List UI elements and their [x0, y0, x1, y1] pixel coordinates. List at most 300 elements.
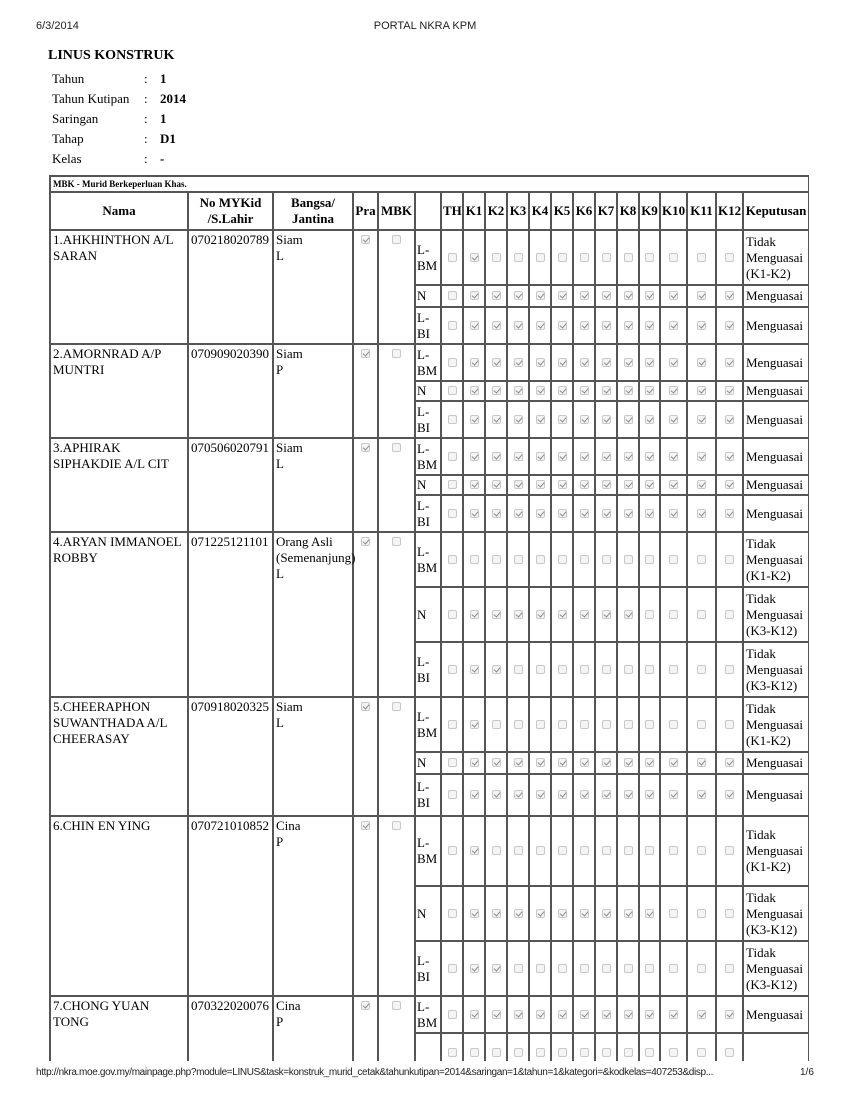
- th-checkbox[interactable]: [448, 415, 457, 424]
- k10-checkbox[interactable]: [669, 758, 678, 767]
- k4-checkbox[interactable]: [536, 480, 545, 489]
- k2-checkbox[interactable]: [492, 253, 501, 262]
- k7-checkbox[interactable]: [602, 253, 611, 262]
- k10-checkbox[interactable]: [669, 415, 678, 424]
- k8-checkbox[interactable]: [624, 964, 633, 973]
- k8-checkbox[interactable]: [624, 1048, 633, 1057]
- k6-checkbox[interactable]: [580, 909, 589, 918]
- mbk-checkbox[interactable]: [392, 1001, 401, 1010]
- mbk-cell: [378, 438, 415, 532]
- k10-cell: [660, 642, 687, 697]
- k12-checkbox[interactable]: [725, 386, 734, 395]
- k8-checkbox[interactable]: [624, 321, 633, 330]
- k3-checkbox[interactable]: [514, 555, 523, 564]
- k9-checkbox[interactable]: [645, 555, 654, 564]
- k7-checkbox[interactable]: [602, 758, 611, 767]
- k11-checkbox[interactable]: [697, 415, 706, 424]
- k9-checkbox[interactable]: [645, 291, 654, 300]
- k9-checkbox[interactable]: [645, 610, 654, 619]
- k6-checkbox[interactable]: [580, 509, 589, 518]
- k11-checkbox[interactable]: [697, 452, 706, 461]
- k9-checkbox[interactable]: [645, 509, 654, 518]
- k3-checkbox[interactable]: [514, 321, 523, 330]
- k11-checkbox[interactable]: [697, 321, 706, 330]
- k2-checkbox[interactable]: [492, 555, 501, 564]
- k10-checkbox[interactable]: [669, 790, 678, 799]
- k11-checkbox[interactable]: [697, 610, 706, 619]
- k10-checkbox[interactable]: [669, 909, 678, 918]
- k6-checkbox[interactable]: [580, 321, 589, 330]
- k10-checkbox[interactable]: [669, 291, 678, 300]
- k10-checkbox[interactable]: [669, 1010, 678, 1019]
- k7-checkbox[interactable]: [602, 610, 611, 619]
- k7-checkbox[interactable]: [602, 909, 611, 918]
- student-name: 7.CHONG YUAN TONG: [50, 996, 188, 1061]
- k5-checkbox[interactable]: [558, 758, 567, 767]
- k4-checkbox[interactable]: [536, 909, 545, 918]
- pra-checkbox[interactable]: [361, 1001, 370, 1010]
- subject-label: [415, 1033, 441, 1061]
- k7-checkbox[interactable]: [602, 846, 611, 855]
- k4-checkbox[interactable]: [536, 358, 545, 367]
- k5-checkbox[interactable]: [558, 321, 567, 330]
- k5-checkbox[interactable]: [558, 665, 567, 674]
- k7-checkbox[interactable]: [602, 452, 611, 461]
- k12-checkbox[interactable]: [725, 758, 734, 767]
- k11-checkbox[interactable]: [697, 253, 706, 262]
- k8-checkbox[interactable]: [624, 720, 633, 729]
- k6-checkbox[interactable]: [580, 1010, 589, 1019]
- k4-checkbox[interactable]: [536, 253, 545, 262]
- k1-checkbox[interactable]: [470, 253, 479, 262]
- k10-checkbox[interactable]: [669, 555, 678, 564]
- k9-checkbox[interactable]: [645, 1048, 654, 1057]
- k4-checkbox[interactable]: [536, 555, 545, 564]
- th-checkbox[interactable]: [448, 964, 457, 973]
- mbk-checkbox[interactable]: [392, 349, 401, 358]
- k5-cell: [551, 941, 573, 996]
- k7-checkbox[interactable]: [602, 1048, 611, 1057]
- k1-cell: [463, 401, 485, 438]
- k3-checkbox[interactable]: [514, 964, 523, 973]
- k8-checkbox[interactable]: [624, 846, 633, 855]
- k6-checkbox[interactable]: [580, 555, 589, 564]
- pra-checkbox[interactable]: [361, 537, 370, 546]
- k7-checkbox[interactable]: [602, 480, 611, 489]
- k6-checkbox[interactable]: [580, 253, 589, 262]
- k2-checkbox[interactable]: [492, 1010, 501, 1019]
- k2-checkbox[interactable]: [492, 480, 501, 489]
- k10-checkbox[interactable]: [669, 253, 678, 262]
- k7-checkbox[interactable]: [602, 386, 611, 395]
- k3-checkbox[interactable]: [514, 291, 523, 300]
- k2-checkbox[interactable]: [492, 321, 501, 330]
- th-checkbox[interactable]: [448, 386, 457, 395]
- k11-checkbox[interactable]: [697, 509, 706, 518]
- th-checkbox[interactable]: [448, 480, 457, 489]
- k5-checkbox[interactable]: [558, 790, 567, 799]
- k11-checkbox[interactable]: [697, 386, 706, 395]
- k5-checkbox[interactable]: [558, 610, 567, 619]
- k1-checkbox[interactable]: [470, 964, 479, 973]
- k4-checkbox[interactable]: [536, 415, 545, 424]
- k8-checkbox[interactable]: [624, 291, 633, 300]
- k1-checkbox[interactable]: [470, 610, 479, 619]
- k11-checkbox[interactable]: [697, 665, 706, 674]
- k9-checkbox[interactable]: [645, 386, 654, 395]
- k1-checkbox[interactable]: [470, 1048, 479, 1057]
- k10-checkbox[interactable]: [669, 386, 678, 395]
- k1-checkbox[interactable]: [470, 415, 479, 424]
- k11-checkbox[interactable]: [697, 964, 706, 973]
- k3-checkbox[interactable]: [514, 1048, 523, 1057]
- k3-checkbox[interactable]: [514, 253, 523, 262]
- k2-checkbox[interactable]: [492, 909, 501, 918]
- k8-checkbox[interactable]: [624, 665, 633, 674]
- k8-checkbox[interactable]: [624, 790, 633, 799]
- k1-checkbox[interactable]: [470, 386, 479, 395]
- k9-checkbox[interactable]: [645, 758, 654, 767]
- k5-checkbox[interactable]: [558, 555, 567, 564]
- k10-checkbox[interactable]: [669, 480, 678, 489]
- k5-checkbox[interactable]: [558, 964, 567, 973]
- th-checkbox[interactable]: [448, 790, 457, 799]
- th-checkbox[interactable]: [448, 758, 457, 767]
- k1-checkbox[interactable]: [470, 291, 479, 300]
- k2-checkbox[interactable]: [492, 665, 501, 674]
- k4-checkbox[interactable]: [536, 1048, 545, 1057]
- k6-checkbox[interactable]: [580, 452, 589, 461]
- k10-checkbox[interactable]: [669, 610, 678, 619]
- k3-checkbox[interactable]: [514, 790, 523, 799]
- k12-checkbox[interactable]: [725, 509, 734, 518]
- k12-checkbox[interactable]: [725, 610, 734, 619]
- k7-checkbox[interactable]: [602, 1010, 611, 1019]
- k10-checkbox[interactable]: [669, 321, 678, 330]
- k7-checkbox[interactable]: [602, 720, 611, 729]
- k4-checkbox[interactable]: [536, 291, 545, 300]
- k2-checkbox[interactable]: [492, 291, 501, 300]
- k11-checkbox[interactable]: [697, 1048, 706, 1057]
- k12-checkbox[interactable]: [725, 909, 734, 918]
- k7-checkbox[interactable]: [602, 964, 611, 973]
- k1-checkbox[interactable]: [470, 555, 479, 564]
- th-checkbox[interactable]: [448, 358, 457, 367]
- k3-checkbox[interactable]: [514, 509, 523, 518]
- k7-checkbox[interactable]: [602, 790, 611, 799]
- th-checkbox[interactable]: [448, 909, 457, 918]
- k2-checkbox[interactable]: [492, 846, 501, 855]
- col-k10: K10: [660, 192, 687, 230]
- k2-checkbox[interactable]: [492, 964, 501, 973]
- k9-checkbox[interactable]: [645, 790, 654, 799]
- k2-checkbox[interactable]: [492, 509, 501, 518]
- k12-checkbox[interactable]: [725, 665, 734, 674]
- pra-checkbox[interactable]: [361, 235, 370, 244]
- k6-checkbox[interactable]: [580, 480, 589, 489]
- k10-checkbox[interactable]: [669, 358, 678, 367]
- k7-checkbox[interactable]: [602, 291, 611, 300]
- pra-checkbox[interactable]: [361, 443, 370, 452]
- k2-checkbox[interactable]: [492, 758, 501, 767]
- k12-checkbox[interactable]: [725, 720, 734, 729]
- keputusan-cell: Tidak Menguasai (K3-K12): [743, 642, 809, 697]
- k6-checkbox[interactable]: [580, 1048, 589, 1057]
- k3-checkbox[interactable]: [514, 720, 523, 729]
- k10-checkbox[interactable]: [669, 1048, 678, 1057]
- k1-checkbox[interactable]: [470, 720, 479, 729]
- k9-checkbox[interactable]: [645, 321, 654, 330]
- k1-checkbox[interactable]: [470, 909, 479, 918]
- k1-checkbox[interactable]: [470, 1010, 479, 1019]
- k2-checkbox[interactable]: [492, 790, 501, 799]
- k1-checkbox[interactable]: [470, 358, 479, 367]
- k4-checkbox[interactable]: [536, 665, 545, 674]
- k1-checkbox[interactable]: [470, 452, 479, 461]
- th-checkbox[interactable]: [448, 610, 457, 619]
- k6-checkbox[interactable]: [580, 964, 589, 973]
- mbk-checkbox[interactable]: [392, 821, 401, 830]
- k1-checkbox[interactable]: [470, 509, 479, 518]
- th-checkbox[interactable]: [448, 555, 457, 564]
- k5-checkbox[interactable]: [558, 720, 567, 729]
- k8-checkbox[interactable]: [624, 415, 633, 424]
- k7-checkbox[interactable]: [602, 665, 611, 674]
- k3-checkbox[interactable]: [514, 909, 523, 918]
- k9-checkbox[interactable]: [645, 415, 654, 424]
- k2-checkbox[interactable]: [492, 358, 501, 367]
- k11-checkbox[interactable]: [697, 758, 706, 767]
- k10-checkbox[interactable]: [669, 509, 678, 518]
- k6-checkbox[interactable]: [580, 665, 589, 674]
- k9-checkbox[interactable]: [645, 665, 654, 674]
- k9-checkbox[interactable]: [645, 452, 654, 461]
- k5-checkbox[interactable]: [558, 1010, 567, 1019]
- k3-checkbox[interactable]: [514, 452, 523, 461]
- th-checkbox[interactable]: [448, 1010, 457, 1019]
- k4-checkbox[interactable]: [536, 386, 545, 395]
- th-checkbox[interactable]: [448, 846, 457, 855]
- k2-checkbox[interactable]: [492, 720, 501, 729]
- k8-checkbox[interactable]: [624, 555, 633, 564]
- k3-checkbox[interactable]: [514, 846, 523, 855]
- k12-checkbox[interactable]: [725, 555, 734, 564]
- k12-checkbox[interactable]: [725, 1048, 734, 1057]
- k6-checkbox[interactable]: [580, 846, 589, 855]
- k10-checkbox[interactable]: [669, 452, 678, 461]
- th-checkbox[interactable]: [448, 253, 457, 262]
- k6-checkbox[interactable]: [580, 291, 589, 300]
- mbk-checkbox[interactable]: [392, 235, 401, 244]
- k2-cell: [485, 587, 507, 642]
- k5-checkbox[interactable]: [558, 452, 567, 461]
- k8-checkbox[interactable]: [624, 909, 633, 918]
- k11-checkbox[interactable]: [697, 1010, 706, 1019]
- k6-checkbox[interactable]: [580, 415, 589, 424]
- k10-checkbox[interactable]: [669, 665, 678, 674]
- k12-checkbox[interactable]: [725, 358, 734, 367]
- k12-checkbox[interactable]: [725, 1010, 734, 1019]
- k11-checkbox[interactable]: [697, 358, 706, 367]
- k12-checkbox[interactable]: [725, 253, 734, 262]
- k1-cell: [463, 381, 485, 401]
- k6-cell: [573, 438, 595, 475]
- k6-checkbox[interactable]: [580, 758, 589, 767]
- k2-checkbox[interactable]: [492, 415, 501, 424]
- k8-checkbox[interactable]: [624, 358, 633, 367]
- k12-cell: [716, 285, 743, 307]
- k10-checkbox[interactable]: [669, 846, 678, 855]
- k8-checkbox[interactable]: [624, 480, 633, 489]
- k12-checkbox[interactable]: [725, 452, 734, 461]
- k9-checkbox[interactable]: [645, 480, 654, 489]
- k12-checkbox[interactable]: [725, 480, 734, 489]
- k8-checkbox[interactable]: [624, 452, 633, 461]
- k2-cell: [485, 438, 507, 475]
- k9-checkbox[interactable]: [645, 253, 654, 262]
- k5-cell: [551, 996, 573, 1033]
- k4-checkbox[interactable]: [536, 452, 545, 461]
- k11-checkbox[interactable]: [697, 555, 706, 564]
- k10-checkbox[interactable]: [669, 720, 678, 729]
- k4-checkbox[interactable]: [536, 964, 545, 973]
- k6-checkbox[interactable]: [580, 386, 589, 395]
- k3-checkbox[interactable]: [514, 358, 523, 367]
- pra-checkbox[interactable]: [361, 821, 370, 830]
- k12-checkbox[interactable]: [725, 846, 734, 855]
- k5-checkbox[interactable]: [558, 509, 567, 518]
- k7-cell: [595, 285, 617, 307]
- k8-checkbox[interactable]: [624, 758, 633, 767]
- k7-cell: [595, 642, 617, 697]
- k3-checkbox[interactable]: [514, 386, 523, 395]
- k11-checkbox[interactable]: [697, 291, 706, 300]
- k8-checkbox[interactable]: [624, 253, 633, 262]
- k9-checkbox[interactable]: [645, 964, 654, 973]
- k4-cell: [529, 996, 551, 1033]
- table-row: [50, 230, 809, 285]
- k8-checkbox[interactable]: [624, 610, 633, 619]
- k7-checkbox[interactable]: [602, 509, 611, 518]
- k10-checkbox[interactable]: [669, 964, 678, 973]
- k5-checkbox[interactable]: [558, 253, 567, 262]
- k4-checkbox[interactable]: [536, 790, 545, 799]
- k12-checkbox[interactable]: [725, 415, 734, 424]
- k7-cell: [595, 587, 617, 642]
- k8-checkbox[interactable]: [624, 386, 633, 395]
- k3-checkbox[interactable]: [514, 415, 523, 424]
- k4-checkbox[interactable]: [536, 846, 545, 855]
- k11-checkbox[interactable]: [697, 790, 706, 799]
- k3-checkbox[interactable]: [514, 1010, 523, 1019]
- mbk-checkbox[interactable]: [392, 702, 401, 711]
- k4-checkbox[interactable]: [536, 610, 545, 619]
- k3-checkbox[interactable]: [514, 665, 523, 674]
- k8-checkbox[interactable]: [624, 509, 633, 518]
- k9-checkbox[interactable]: [645, 909, 654, 918]
- k12-checkbox[interactable]: [725, 321, 734, 330]
- pra-checkbox[interactable]: [361, 349, 370, 358]
- k5-checkbox[interactable]: [558, 291, 567, 300]
- col-k4: K4: [529, 192, 551, 230]
- k7-checkbox[interactable]: [602, 415, 611, 424]
- th-checkbox[interactable]: [448, 291, 457, 300]
- k11-cell: [687, 307, 716, 344]
- k5-checkbox[interactable]: [558, 846, 567, 855]
- k12-checkbox[interactable]: [725, 790, 734, 799]
- k1-checkbox[interactable]: [470, 321, 479, 330]
- k12-checkbox[interactable]: [725, 291, 734, 300]
- k9-checkbox[interactable]: [645, 358, 654, 367]
- th-checkbox[interactable]: [448, 321, 457, 330]
- mbk-checkbox[interactable]: [392, 537, 401, 546]
- k6-checkbox[interactable]: [580, 610, 589, 619]
- k5-checkbox[interactable]: [558, 1048, 567, 1057]
- k12-cell: [716, 532, 743, 587]
- k1-checkbox[interactable]: [470, 758, 479, 767]
- k6-checkbox[interactable]: [580, 720, 589, 729]
- k5-checkbox[interactable]: [558, 415, 567, 424]
- k2-cell: [485, 495, 507, 532]
- k8-checkbox[interactable]: [624, 1010, 633, 1019]
- k3-checkbox[interactable]: [514, 610, 523, 619]
- k4-checkbox[interactable]: [536, 321, 545, 330]
- k1-checkbox[interactable]: [470, 846, 479, 855]
- k5-checkbox[interactable]: [558, 909, 567, 918]
- k11-checkbox[interactable]: [697, 720, 706, 729]
- k1-cell: [463, 774, 485, 816]
- k2-checkbox[interactable]: [492, 386, 501, 395]
- k9-checkbox[interactable]: [645, 846, 654, 855]
- k5-checkbox[interactable]: [558, 480, 567, 489]
- k1-checkbox[interactable]: [470, 665, 479, 674]
- mbk-checkbox[interactable]: [392, 443, 401, 452]
- k6-checkbox[interactable]: [580, 790, 589, 799]
- th-checkbox[interactable]: [448, 452, 457, 461]
- k2-checkbox[interactable]: [492, 452, 501, 461]
- k1-checkbox[interactable]: [470, 480, 479, 489]
- k4-checkbox[interactable]: [536, 720, 545, 729]
- k12-checkbox[interactable]: [725, 964, 734, 973]
- k4-checkbox[interactable]: [536, 758, 545, 767]
- k4-checkbox[interactable]: [536, 509, 545, 518]
- k9-checkbox[interactable]: [645, 1010, 654, 1019]
- k7-checkbox[interactable]: [602, 358, 611, 367]
- k1-checkbox[interactable]: [470, 790, 479, 799]
- k4-checkbox[interactable]: [536, 1010, 545, 1019]
- k2-checkbox[interactable]: [492, 1048, 501, 1057]
- k3-checkbox[interactable]: [514, 480, 523, 489]
- k7-checkbox[interactable]: [602, 321, 611, 330]
- k6-checkbox[interactable]: [580, 358, 589, 367]
- k2-cell: [485, 752, 507, 774]
- k5-checkbox[interactable]: [558, 386, 567, 395]
- k3-checkbox[interactable]: [514, 758, 523, 767]
- k9-checkbox[interactable]: [645, 720, 654, 729]
- th-checkbox[interactable]: [448, 665, 457, 674]
- k8-cell: [617, 438, 639, 475]
- th-checkbox[interactable]: [448, 1048, 457, 1057]
- th-checkbox[interactable]: [448, 509, 457, 518]
- th-checkbox[interactable]: [448, 720, 457, 729]
- k11-checkbox[interactable]: [697, 846, 706, 855]
- k11-checkbox[interactable]: [697, 909, 706, 918]
- k2-checkbox[interactable]: [492, 610, 501, 619]
- k5-checkbox[interactable]: [558, 358, 567, 367]
- pra-checkbox[interactable]: [361, 702, 370, 711]
- k7-checkbox[interactable]: [602, 555, 611, 564]
- k11-checkbox[interactable]: [697, 480, 706, 489]
